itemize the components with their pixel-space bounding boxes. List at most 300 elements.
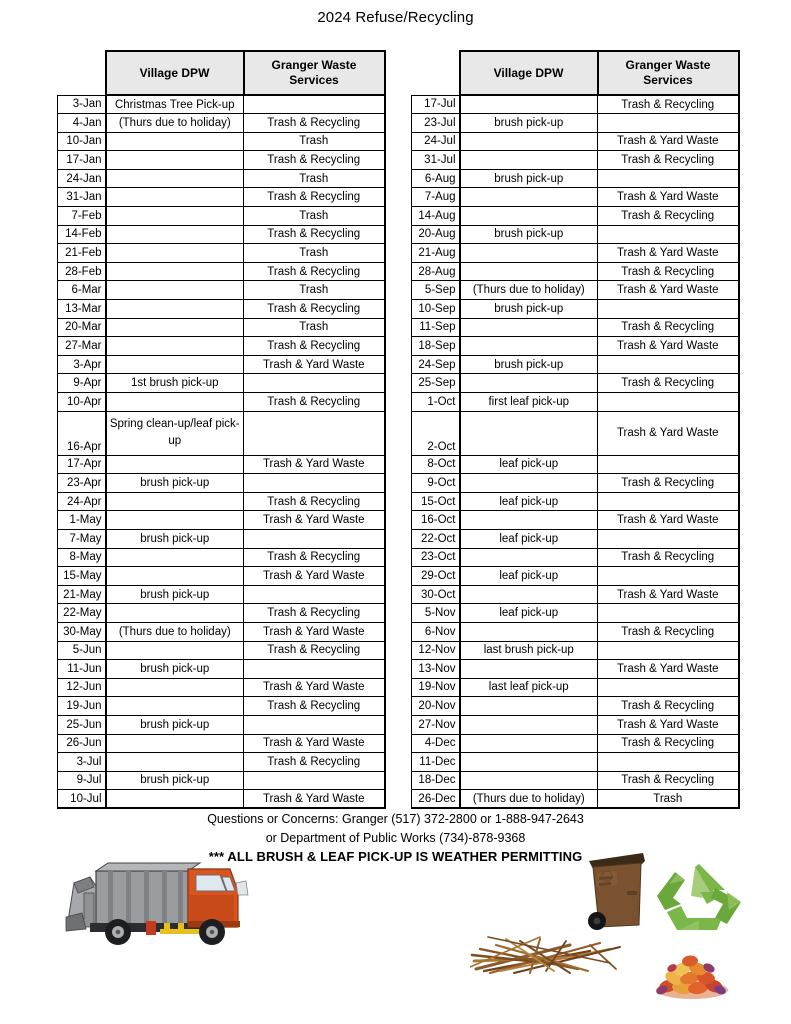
- cell-date: 10-Jan: [58, 132, 106, 151]
- cell-granger-waste: [244, 411, 385, 455]
- cell-date: 17-Jan: [58, 151, 106, 170]
- table-row: [58, 622, 385, 641]
- header-date: [412, 51, 460, 95]
- cell-date: 7-Feb: [58, 207, 106, 226]
- table-row: [58, 169, 385, 188]
- cell-granger-waste: [244, 529, 385, 548]
- cell-date: 9-Jul: [58, 771, 106, 790]
- table-row: [412, 678, 739, 697]
- table-row: [412, 132, 739, 151]
- cell-granger-waste: Trash & Recycling: [598, 95, 739, 114]
- table-row: [412, 169, 739, 188]
- table-row: [412, 225, 739, 244]
- cell-granger-waste: Trash & Recycling: [244, 300, 385, 319]
- cell-granger-waste: [598, 567, 739, 586]
- cell-date: 4-Dec: [412, 734, 460, 753]
- cell-granger-waste: Trash & Yard Waste: [244, 567, 385, 586]
- cell-granger-waste: Trash & Recycling: [598, 734, 739, 753]
- cell-granger-waste: Trash: [598, 790, 739, 809]
- cell-village-dpw: [106, 318, 244, 337]
- cell-granger-waste: [244, 374, 385, 393]
- cell-village-dpw: [106, 262, 244, 281]
- cell-date: 5-Jun: [58, 641, 106, 660]
- cell-village-dpw: [106, 567, 244, 586]
- cell-village-dpw: brush pick-up: [460, 300, 598, 319]
- cell-granger-waste: [598, 300, 739, 319]
- cell-village-dpw: [460, 337, 598, 356]
- cell-village-dpw: [106, 225, 244, 244]
- cell-date: 22-May: [58, 604, 106, 623]
- cell-village-dpw: [106, 511, 244, 530]
- header-date: [58, 51, 106, 95]
- cell-granger-waste: [598, 114, 739, 133]
- cell-village-dpw: [460, 411, 598, 455]
- cell-date: 10-Apr: [58, 393, 106, 412]
- cell-date: 17-Jul: [412, 95, 460, 114]
- cell-granger-waste: Trash & Recycling: [598, 262, 739, 281]
- page-title: 2024 Refuse/Recycling: [317, 9, 474, 26]
- cell-village-dpw: brush pick-up: [106, 585, 244, 604]
- table-row: [58, 529, 385, 548]
- cell-village-dpw: [460, 151, 598, 170]
- footer-contact-dpw: or Department of Public Works (734)-878-9368: [265, 831, 526, 845]
- cell-village-dpw: brush pick-up: [460, 225, 598, 244]
- cell-date: 11-Sep: [412, 318, 460, 337]
- cell-village-dpw: [460, 262, 598, 281]
- table-row: [58, 188, 385, 207]
- cell-date: 21-Aug: [412, 244, 460, 263]
- table-row: [58, 318, 385, 337]
- cell-granger-waste: Trash & Recycling: [244, 114, 385, 133]
- cell-granger-waste: [598, 455, 739, 474]
- table-row: [412, 604, 739, 623]
- table-row: [412, 641, 739, 660]
- cell-village-dpw: [106, 492, 244, 511]
- cell-village-dpw: [460, 207, 598, 226]
- cell-village-dpw: [460, 374, 598, 393]
- table-row: [58, 132, 385, 151]
- cell-date: 22-Oct: [412, 529, 460, 548]
- cell-date: 31-Jul: [412, 151, 460, 170]
- cell-village-dpw: [460, 474, 598, 493]
- cell-village-dpw: [106, 151, 244, 170]
- table-row: [58, 337, 385, 356]
- cell-date: 18-Dec: [412, 771, 460, 790]
- cell-granger-waste: [244, 660, 385, 679]
- cell-granger-waste: Trash & Yard Waste: [598, 281, 739, 300]
- cell-granger-waste: Trash & Recycling: [244, 393, 385, 412]
- cell-date: 26-Jun: [58, 734, 106, 753]
- cell-village-dpw: [106, 337, 244, 356]
- cell-village-dpw: [460, 318, 598, 337]
- schedule-table-left: [57, 50, 386, 809]
- cell-granger-waste: [244, 474, 385, 493]
- cell-date: 19-Jun: [58, 697, 106, 716]
- cell-village-dpw: [106, 753, 244, 772]
- table-row: [412, 207, 739, 226]
- table-row: [412, 455, 739, 474]
- cell-granger-waste: Trash & Yard Waste: [244, 622, 385, 641]
- cell-village-dpw: (Thurs due to holiday): [106, 114, 244, 133]
- cell-village-dpw: [460, 585, 598, 604]
- cell-granger-waste: Trash & Yard Waste: [244, 734, 385, 753]
- table-row: [412, 511, 739, 530]
- cell-date: 6-Mar: [58, 281, 106, 300]
- cell-date: 23-Jul: [412, 114, 460, 133]
- cell-granger-waste: Trash & Yard Waste: [244, 455, 385, 474]
- cell-village-dpw: brush pick-up: [106, 715, 244, 734]
- table-row: [58, 262, 385, 281]
- cell-granger-waste: Trash & Recycling: [244, 492, 385, 511]
- table-body-right: [412, 95, 739, 808]
- table-body-left: [58, 95, 385, 808]
- cell-date: 6-Nov: [412, 622, 460, 641]
- table-header-left: [58, 51, 385, 95]
- cell-date: 12-Jun: [58, 678, 106, 697]
- cell-date: 28-Aug: [412, 262, 460, 281]
- cell-granger-waste: Trash & Recycling: [598, 151, 739, 170]
- header-granger-line1: Granger Waste: [625, 58, 711, 72]
- header-row: [412, 51, 739, 95]
- cell-granger-waste: [598, 169, 739, 188]
- table-row: [58, 207, 385, 226]
- cell-village-dpw: [460, 511, 598, 530]
- cell-granger-waste: Trash & Yard Waste: [598, 585, 739, 604]
- cell-village-dpw: last leaf pick-up: [460, 678, 598, 697]
- cell-village-dpw: [460, 244, 598, 263]
- table-header-right: [412, 51, 739, 95]
- brown-waste-cart-icon: [583, 845, 648, 935]
- table-row: [412, 585, 739, 604]
- cell-granger-waste: Trash & Recycling: [244, 604, 385, 623]
- cell-date: 27-Nov: [412, 715, 460, 734]
- cell-date: 8-Oct: [412, 455, 460, 474]
- table-row: [58, 604, 385, 623]
- table-row: [412, 114, 739, 133]
- cell-granger-waste: [598, 604, 739, 623]
- cell-village-dpw: [460, 622, 598, 641]
- cell-granger-waste: Trash & Recycling: [598, 374, 739, 393]
- header-granger-line2: Services: [289, 73, 339, 87]
- cell-granger-waste: [598, 355, 739, 374]
- cell-village-dpw: [106, 355, 244, 374]
- cell-village-dpw: [460, 188, 598, 207]
- header-village-dpw: Village DPW: [106, 51, 244, 95]
- cell-village-dpw: [106, 300, 244, 319]
- table-row: [412, 548, 739, 567]
- cell-granger-waste: [598, 225, 739, 244]
- table-row: [412, 622, 739, 641]
- cell-date: 15-May: [58, 567, 106, 586]
- brush-pile-icon: [470, 925, 635, 975]
- cell-village-dpw: [460, 548, 598, 567]
- table-row: [58, 411, 385, 455]
- cell-village-dpw: [106, 734, 244, 753]
- cell-granger-waste: [598, 753, 739, 772]
- cell-date: 20-Mar: [58, 318, 106, 337]
- cell-date: 10-Jul: [58, 790, 106, 809]
- cell-granger-waste: [598, 678, 739, 697]
- cell-date: 30-May: [58, 622, 106, 641]
- cell-granger-waste: Trash & Recycling: [244, 641, 385, 660]
- cell-granger-waste: Trash: [244, 281, 385, 300]
- cell-date: 11-Dec: [412, 753, 460, 772]
- cell-village-dpw: brush pick-up: [106, 660, 244, 679]
- recycling-symbol-icon: [655, 862, 743, 932]
- table-row: [58, 734, 385, 753]
- cell-granger-waste: [598, 529, 739, 548]
- cell-granger-waste: Trash: [244, 318, 385, 337]
- cell-granger-waste: Trash: [244, 244, 385, 263]
- cell-date: 25-Sep: [412, 374, 460, 393]
- cell-village-dpw: (Thurs due to holiday): [460, 281, 598, 300]
- table-row: [58, 355, 385, 374]
- table-row: [58, 660, 385, 679]
- cell-date: 14-Feb: [58, 225, 106, 244]
- cell-village-dpw: [106, 641, 244, 660]
- leaf-pile-icon: [652, 940, 732, 1000]
- cell-date: 3-Jul: [58, 753, 106, 772]
- cell-granger-waste: [244, 585, 385, 604]
- cell-granger-waste: Trash & Recycling: [244, 188, 385, 207]
- cell-date: 2-Oct: [412, 411, 460, 455]
- table-row: [58, 511, 385, 530]
- cell-village-dpw: [106, 604, 244, 623]
- cell-date: 13-Nov: [412, 660, 460, 679]
- cell-village-dpw: [106, 548, 244, 567]
- cell-village-dpw: [106, 207, 244, 226]
- cell-date: 1-Oct: [412, 393, 460, 412]
- cell-village-dpw: [106, 455, 244, 474]
- cell-granger-waste: [244, 771, 385, 790]
- table-row: [58, 548, 385, 567]
- table-row: [412, 790, 739, 809]
- cell-granger-waste: Trash & Recycling: [598, 474, 739, 493]
- table-row: [412, 300, 739, 319]
- cell-granger-waste: Trash & Yard Waste: [598, 188, 739, 207]
- table-row: [412, 529, 739, 548]
- cell-village-dpw: last brush pick-up: [460, 641, 598, 660]
- cell-granger-waste: Trash & Yard Waste: [244, 678, 385, 697]
- table-row: [412, 753, 739, 772]
- cell-village-dpw: [106, 188, 244, 207]
- table-row: [412, 474, 739, 493]
- cell-date: 18-Sep: [412, 337, 460, 356]
- cell-date: 9-Oct: [412, 474, 460, 493]
- table-row: [58, 771, 385, 790]
- cell-village-dpw: [106, 244, 244, 263]
- cell-date: 5-Nov: [412, 604, 460, 623]
- garbage-truck-icon: [60, 843, 275, 948]
- cell-date: 26-Dec: [412, 790, 460, 809]
- table-row: [412, 318, 739, 337]
- cell-date: 25-Jun: [58, 715, 106, 734]
- table-row: [412, 715, 739, 734]
- schedule-table-right: [411, 50, 740, 809]
- table-row: [412, 771, 739, 790]
- cell-granger-waste: Trash: [244, 169, 385, 188]
- cell-village-dpw: brush pick-up: [106, 529, 244, 548]
- cell-granger-waste: Trash & Recycling: [244, 225, 385, 244]
- cell-granger-waste: [244, 715, 385, 734]
- table-row: [412, 337, 739, 356]
- header-granger-waste-services: [598, 51, 739, 95]
- cell-granger-waste: Trash & Recycling: [244, 151, 385, 170]
- table-row: [58, 641, 385, 660]
- table-row: [58, 790, 385, 809]
- cell-date: 28-Feb: [58, 262, 106, 281]
- cell-date: 23-Oct: [412, 548, 460, 567]
- table-row: [58, 474, 385, 493]
- cell-granger-waste: Trash & Yard Waste: [244, 511, 385, 530]
- cell-village-dpw: [106, 169, 244, 188]
- cell-village-dpw: [460, 95, 598, 114]
- cell-date: 16-Oct: [412, 511, 460, 530]
- cell-date: 30-Oct: [412, 585, 460, 604]
- cell-village-dpw: brush pick-up: [460, 355, 598, 374]
- table-row: [58, 492, 385, 511]
- cell-granger-waste: Trash & Yard Waste: [598, 244, 739, 263]
- table-row: [412, 151, 739, 170]
- cell-village-dpw: brush pick-up: [106, 474, 244, 493]
- cell-village-dpw: brush pick-up: [106, 771, 244, 790]
- cell-granger-waste: Trash & Yard Waste: [244, 790, 385, 809]
- cell-village-dpw: [460, 660, 598, 679]
- table-row: [412, 411, 739, 455]
- cell-granger-waste: Trash: [244, 132, 385, 151]
- cell-granger-waste: Trash & Yard Waste: [598, 715, 739, 734]
- cell-date: 8-May: [58, 548, 106, 567]
- cell-date: 24-Jul: [412, 132, 460, 151]
- cell-date: 21-Feb: [58, 244, 106, 263]
- cell-village-dpw: [106, 281, 244, 300]
- cell-date: 16-Apr: [58, 411, 106, 455]
- cell-village-dpw: [106, 697, 244, 716]
- cell-granger-waste: Trash & Recycling: [598, 207, 739, 226]
- cell-granger-waste: [598, 492, 739, 511]
- cell-granger-waste: [598, 393, 739, 412]
- cell-date: 10-Sep: [412, 300, 460, 319]
- header-row: [58, 51, 385, 95]
- cell-village-dpw: [460, 697, 598, 716]
- cell-granger-waste: Trash & Yard Waste: [598, 660, 739, 679]
- cell-date: 21-May: [58, 585, 106, 604]
- table-row: [58, 300, 385, 319]
- cell-date: 24-Apr: [58, 492, 106, 511]
- cell-granger-waste: [244, 95, 385, 114]
- table-row: [412, 355, 739, 374]
- table-row: [58, 151, 385, 170]
- cell-date: 3-Apr: [58, 355, 106, 374]
- cell-date: 19-Nov: [412, 678, 460, 697]
- table-row: [412, 281, 739, 300]
- cell-village-dpw: leaf pick-up: [460, 567, 598, 586]
- cell-granger-waste: Trash: [244, 207, 385, 226]
- cell-granger-waste: Trash & Yard Waste: [244, 355, 385, 374]
- table-row: [58, 95, 385, 114]
- table-row: [58, 753, 385, 772]
- cell-date: 24-Sep: [412, 355, 460, 374]
- cell-village-dpw: leaf pick-up: [460, 529, 598, 548]
- cell-granger-waste: Trash & Recycling: [598, 548, 739, 567]
- cell-village-dpw: leaf pick-up: [460, 492, 598, 511]
- header-granger-line1: Granger Waste: [271, 58, 357, 72]
- cell-date: 31-Jan: [58, 188, 106, 207]
- table-row: [412, 697, 739, 716]
- cell-granger-waste: Trash & Recycling: [598, 697, 739, 716]
- cell-date: 20-Aug: [412, 225, 460, 244]
- cell-village-dpw: leaf pick-up: [460, 455, 598, 474]
- cell-village-dpw: [106, 132, 244, 151]
- table-row: [58, 374, 385, 393]
- cell-date: 14-Aug: [412, 207, 460, 226]
- cell-village-dpw: [106, 678, 244, 697]
- header-granger-line2: Services: [643, 73, 693, 87]
- table-row: [58, 225, 385, 244]
- table-row: [58, 678, 385, 697]
- cell-village-dpw: (Thurs due to holiday): [106, 622, 244, 641]
- cell-village-dpw: [106, 393, 244, 412]
- cell-village-dpw: Spring clean-up/leaf pick- up: [106, 411, 244, 455]
- cell-granger-waste: Trash & Recycling: [598, 318, 739, 337]
- cell-date: 5-Sep: [412, 281, 460, 300]
- cell-village-dpw: [460, 734, 598, 753]
- table-row: [412, 95, 739, 114]
- table-row: [412, 393, 739, 412]
- cell-village-dpw: [460, 715, 598, 734]
- header-granger-waste-services: [244, 51, 385, 95]
- cell-village-dpw: Christmas Tree Pick-up: [106, 95, 244, 114]
- cell-date: 7-May: [58, 529, 106, 548]
- cell-date: 7-Aug: [412, 188, 460, 207]
- cell-granger-waste: Trash & Recycling: [598, 771, 739, 790]
- cell-date: 13-Mar: [58, 300, 106, 319]
- cell-granger-waste: Trash & Recycling: [244, 548, 385, 567]
- table-row: [58, 585, 385, 604]
- cell-village-dpw: [460, 771, 598, 790]
- cell-village-dpw: first leaf pick-up: [460, 393, 598, 412]
- cell-date: 27-Mar: [58, 337, 106, 356]
- table-row: [58, 281, 385, 300]
- table-row: [412, 492, 739, 511]
- header-village-dpw: Village DPW: [460, 51, 598, 95]
- table-row: [58, 697, 385, 716]
- cell-village-dpw: [106, 790, 244, 809]
- table-row: [412, 188, 739, 207]
- cell-village-dpw: [460, 753, 598, 772]
- cell-date: 12-Nov: [412, 641, 460, 660]
- cell-date: 24-Jan: [58, 169, 106, 188]
- table-row: [412, 567, 739, 586]
- cell-granger-waste: Trash & Yard Waste: [598, 511, 739, 530]
- cell-date: 29-Oct: [412, 567, 460, 586]
- cell-date: 20-Nov: [412, 697, 460, 716]
- cell-village-dpw: brush pick-up: [460, 114, 598, 133]
- cell-date: 4-Jan: [58, 114, 106, 133]
- table-row: [412, 374, 739, 393]
- cell-village-dpw: 1st brush pick-up: [106, 374, 244, 393]
- cell-date: 17-Apr: [58, 455, 106, 474]
- cell-date: 9-Apr: [58, 374, 106, 393]
- cell-granger-waste: Trash & Recycling: [598, 622, 739, 641]
- cell-granger-waste: Trash & Recycling: [244, 753, 385, 772]
- footer-weather-notice: *** ALL BRUSH & LEAF PICK-UP IS WEATHER PERMITTING: [208, 849, 583, 864]
- table-row: [58, 567, 385, 586]
- table-row: [58, 114, 385, 133]
- cell-granger-waste: Trash & Yard Waste: [598, 337, 739, 356]
- table-row: [412, 734, 739, 753]
- cell-granger-waste: Trash & Recycling: [244, 262, 385, 281]
